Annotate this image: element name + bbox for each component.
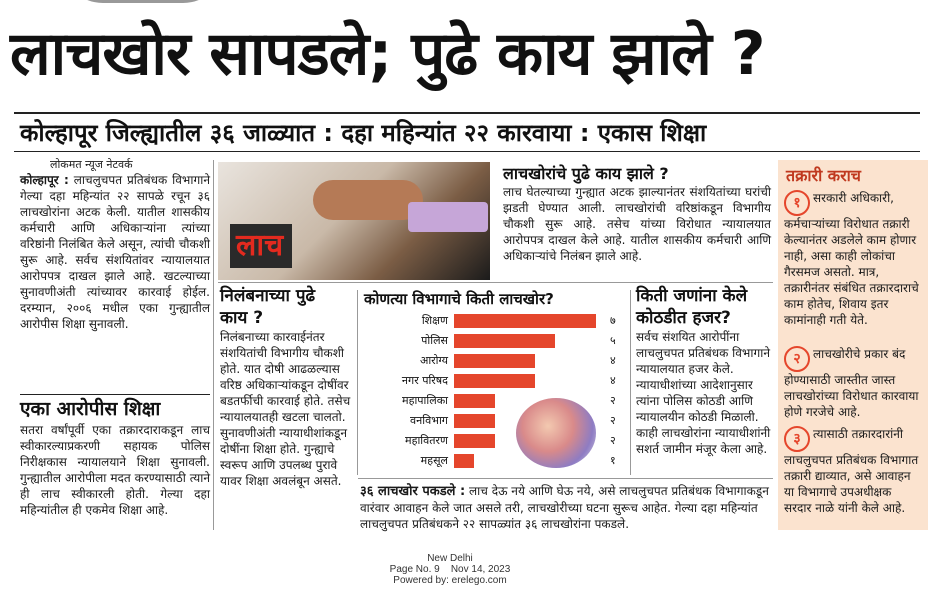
chart-category-label: नगर परिषद	[401, 374, 448, 387]
bottom-divider	[358, 478, 773, 479]
number-badge-1: १	[784, 190, 810, 216]
sentence-heading: एका आरोपीस शिक्षा	[20, 398, 161, 420]
sidebar-item-3	[784, 426, 922, 516]
headline: लाचखोर सापडले; पुढे काय झाले ?	[10, 19, 765, 89]
chart-bar	[454, 334, 555, 348]
money-illustration	[516, 398, 596, 468]
chart-value-label: ४	[610, 374, 616, 387]
sidebar-heading: तक्रारी कराच	[786, 166, 861, 185]
sidebar-item-1	[784, 190, 922, 328]
suspension-heading: निलंबनाच्या पुढे काय ?	[220, 286, 316, 328]
sidebar-item-1-text: सरकारी अधिकारी, कर्मचाऱ्यांच्या विरोधात तक्रारी केल्यानंतर अडलेले काम होणार नाही, असा काही लोकांचा गैरसमज असतो. मात्र, तक्रारीनंतर संबंधित तक्रारदाराचे काम होतेच, शिवाय इतर कामांनाही गती येते.	[784, 191, 919, 327]
number-badge-2: २	[784, 346, 810, 372]
top-divider	[14, 112, 920, 114]
footer-powered: Powered by: erelego.com	[393, 575, 507, 586]
mid-divider	[218, 282, 773, 283]
chart-category-label: महापालिका	[402, 394, 448, 407]
footer-page-date: Page No. 9 Nov 14, 2023	[389, 564, 511, 575]
chart-category-label: शिक्षण	[421, 314, 448, 327]
col1-divider	[20, 394, 210, 395]
chart-value-label: ५	[610, 334, 616, 347]
byline: लोकमत न्यूज नेटवर्क	[50, 158, 133, 171]
sidebar-item-3-text: त्यासाठी तक्रारदारांनी लाचलुचपत प्रतिबंधक विभागात तक्रारी द्याव्यात, असे आवाहन या विभागाचे उपअधीक्षक सरदार नाळे यांनी केले आहे.	[784, 427, 919, 515]
chart-value-label: २	[610, 434, 616, 447]
custody-text: सर्वच संशयित आरोपींना लाचलुचपत प्रतिबंधक विभागाने न्यायालयात हजर केले. न्यायाधीशांच्या आदेशानुसार त्यांना पोलिस कोठडी आणि न्यायालयीन कोठडी मिळाली. काही लाचखोरांना न्यायाधीशांनी सशर्त जामीन मंजूर केला आहे.	[636, 330, 771, 456]
chart-bar	[454, 414, 495, 428]
chart-bar	[454, 374, 535, 388]
col-separator-1	[213, 160, 214, 530]
bribe-photo	[218, 162, 490, 280]
what-next-heading: लाचखोरांचे पुढे काय झाले ?	[503, 164, 669, 183]
col-separator-2	[357, 290, 358, 475]
chart-category-label: वनविभाग	[410, 414, 448, 427]
chart-category-label: महसूल	[420, 454, 448, 467]
chart-category-label: पोलिस	[421, 334, 448, 347]
chart-value-label: ४	[610, 354, 616, 367]
sentence-text: सतरा वर्षांपूर्वी एका तक्रारदाराकडून लाच स्वीकारल्याप्रकरणी सहायक पोलिस निरीक्षकास न्यायालयाने शिक्षा सुनावली. गुन्ह्यातील आरोपीला मदत करण्यासाठी त्याने ही लाच स्वीकारली होती. गेल्या दहा महिन्यांतील ही एकमेव शिक्षा आहे.	[20, 423, 210, 517]
footer	[330, 553, 570, 586]
caught-heading: ३६ लाचखोर पकडले :	[360, 484, 466, 499]
caught-text: लाच देऊ नये आणि घेऊ नये, असे लाचलुचपत प्रतिबंधक विभागाकडून वारंवार आवाहन केले जात असले तरी, लाचखोरीच्या घटना सुरूच आहेत. गेल्या दहा महिन्यांत लाचलुचपत प्रतिबंधकने २२ सापळ्यांत ३६ लाचखोरांना पकडले.	[360, 484, 769, 531]
chart-value-label: २	[610, 414, 616, 427]
col-separator-3	[630, 290, 631, 475]
number-badge-3: ३	[784, 426, 810, 452]
caught-article	[360, 483, 773, 532]
photo-label: लाच	[236, 228, 284, 263]
chart-value-label: १	[610, 454, 616, 467]
chart-category-label: आरोग्य	[419, 354, 448, 367]
sidebar-item-2	[784, 346, 922, 420]
what-next-text: लाच घेतल्याच्या गुन्ह्यात अटक झाल्यानंतर संशयितांच्या घरांची झडती घेण्यात आली. लाचखोरांची वरिष्ठांकडून विभागीय चौकशी सुरू आहे. तसेच यांच्या विरोधात न्यायालयात आरोपपत्र दाखल केले आहे. यातील शासकीय कर्मचारी आणि अधिकाऱ्यांचे निलंबन झाले आहे.	[503, 185, 771, 263]
chart-bar	[454, 354, 535, 368]
chart-bar	[454, 394, 495, 408]
hand-shape	[313, 180, 423, 220]
subheadline: कोल्हापूर जिल्ह्यातील ३६ जाळ्यात : दहा महिन्यांत २२ कारवाया : एकास शिक्षा	[20, 119, 707, 147]
chart-bar	[454, 454, 474, 468]
chart-title: कोणत्या विभागाचे किती लाचखोर?	[364, 290, 554, 308]
lead-text: लाचलुचपत प्रतिबंधक विभागाने गेल्या दहा महिन्यांत २२ सापळे रचून ३६ लाचखोरांना अटक केली. यातील शासकीय कर्मचारी आणि अधिकाऱ्यांना त्यांच्या वरिष्ठांनी निलंबित केले असून, त्यांची चौकशी सुरू आहे. सर्वच संशयितांवर न्यायालयात आरोपपत्र दाखल झाले आहे. खटल्याच्या सुनावणीअंती त्यांच्यावर कारवाई होईल. दरम्यान, २००६ मधील एका गुन्ह्यातील आरोपीस शिक्षा सुनावली.	[20, 173, 210, 331]
lead-article	[20, 172, 210, 332]
subhead-divider	[14, 151, 920, 152]
lead-dateline: कोल्हापूर :	[20, 173, 69, 187]
chart-value-label: ७	[610, 314, 616, 327]
decorative-arc	[60, 0, 226, 3]
cash-shape	[408, 202, 488, 232]
chart-bar	[454, 434, 495, 448]
suspension-text: निलंबनाच्या कारवाईनंतर संशयितांची विभागीय चौकशी होते. यात दोषी आढळल्यास वरिष्ठ अधिकाऱ्यांकडून दोषींवर बडतर्फीची कारवाई होते. तसेच न्यायालयातही खटला चालतो. सुनावणीअंती न्यायाधीशांकडून दोषींना शिक्षा होते. गुन्ह्याचे स्वरूप आणि उपलब्ध पुरावे यावर शिक्षा अवलंबून असते.	[220, 330, 351, 488]
sidebar-item-2-text: लाचखोरीचे प्रकार बंद होण्यासाठी जास्तीत जास्त लाचखोरांच्या विरोधात कारवाया होणे गरजेचे आहे.	[784, 347, 919, 419]
custody-heading: किती जणांना केले कोठडीत हजर?	[636, 286, 748, 328]
footer-city: New Delhi	[427, 553, 473, 564]
chart-bar	[454, 314, 596, 328]
complaint-sidebar	[778, 160, 928, 530]
chart-value-label: २	[610, 394, 616, 407]
chart-category-label: महावितरण	[405, 434, 448, 447]
